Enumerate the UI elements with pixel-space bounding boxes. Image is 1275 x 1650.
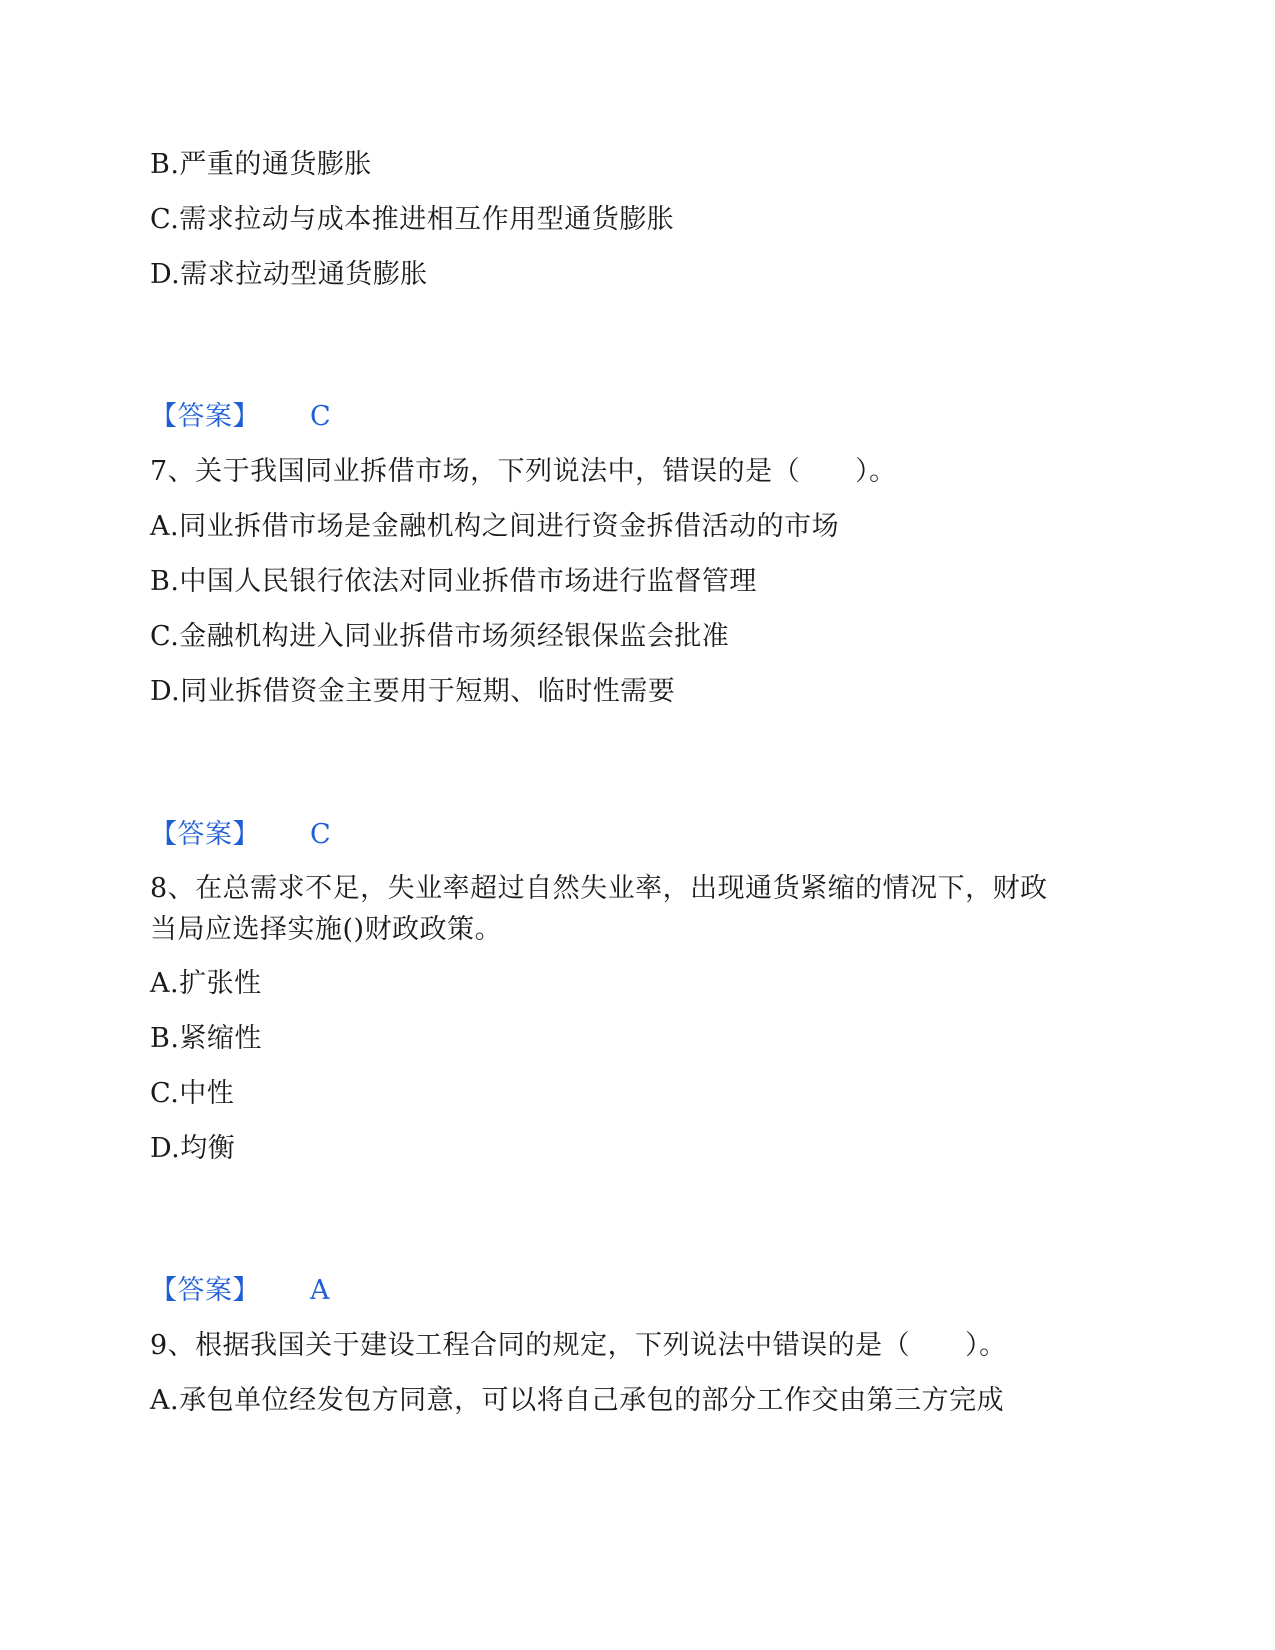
- option-c: C.需求拉动与成本推进相互作用型通货膨胀: [150, 204, 675, 235]
- question-stem: 7、关于我国同业拆借市场，下列说法中，错误的是（ ）。: [150, 456, 897, 487]
- answer-label: 【答案】: [150, 819, 260, 850]
- option-c: C.中性: [150, 1078, 235, 1109]
- option-c: C.金融机构进入同业拆借市场须经银保监会批准: [150, 621, 730, 652]
- option-a: A.同业拆借市场是金融机构之间进行资金拆借活动的市场: [150, 511, 840, 542]
- option-a: A.承包单位经发包方同意，可以将自己承包的部分工作交由第三方完成: [150, 1385, 1005, 1416]
- answer-value: A: [310, 1275, 330, 1306]
- question-stem-line-2: 当局应选择实施()财政政策。: [150, 914, 503, 945]
- option-d: D.需求拉动型通货膨胀: [150, 259, 428, 290]
- answer-row: [150, 818, 332, 852]
- answer-row: [150, 400, 332, 434]
- option-d: D.均衡: [150, 1133, 236, 1164]
- answer-value: C: [310, 401, 332, 432]
- option-d: D.同业拆借资金主要用于短期、临时性需要: [150, 676, 676, 707]
- option-b: B.严重的通货膨胀: [150, 149, 372, 180]
- option-a: A.扩张性: [150, 968, 262, 999]
- answer-value: C: [310, 819, 332, 850]
- question-stem: 9、根据我国关于建设工程合同的规定，下列说法中错误的是（ ）。: [150, 1330, 1007, 1361]
- answer-row: [150, 1274, 330, 1308]
- option-b: B.中国人民银行依法对同业拆借市场进行监督管理: [150, 566, 757, 597]
- option-b: B.紧缩性: [150, 1023, 262, 1054]
- question-stem-line-1: 8、在总需求不足，失业率超过自然失业率，出现通货紧缩的情况下，财政: [150, 873, 1048, 904]
- answer-label: 【答案】: [150, 401, 260, 432]
- answer-label: 【答案】: [150, 1275, 260, 1306]
